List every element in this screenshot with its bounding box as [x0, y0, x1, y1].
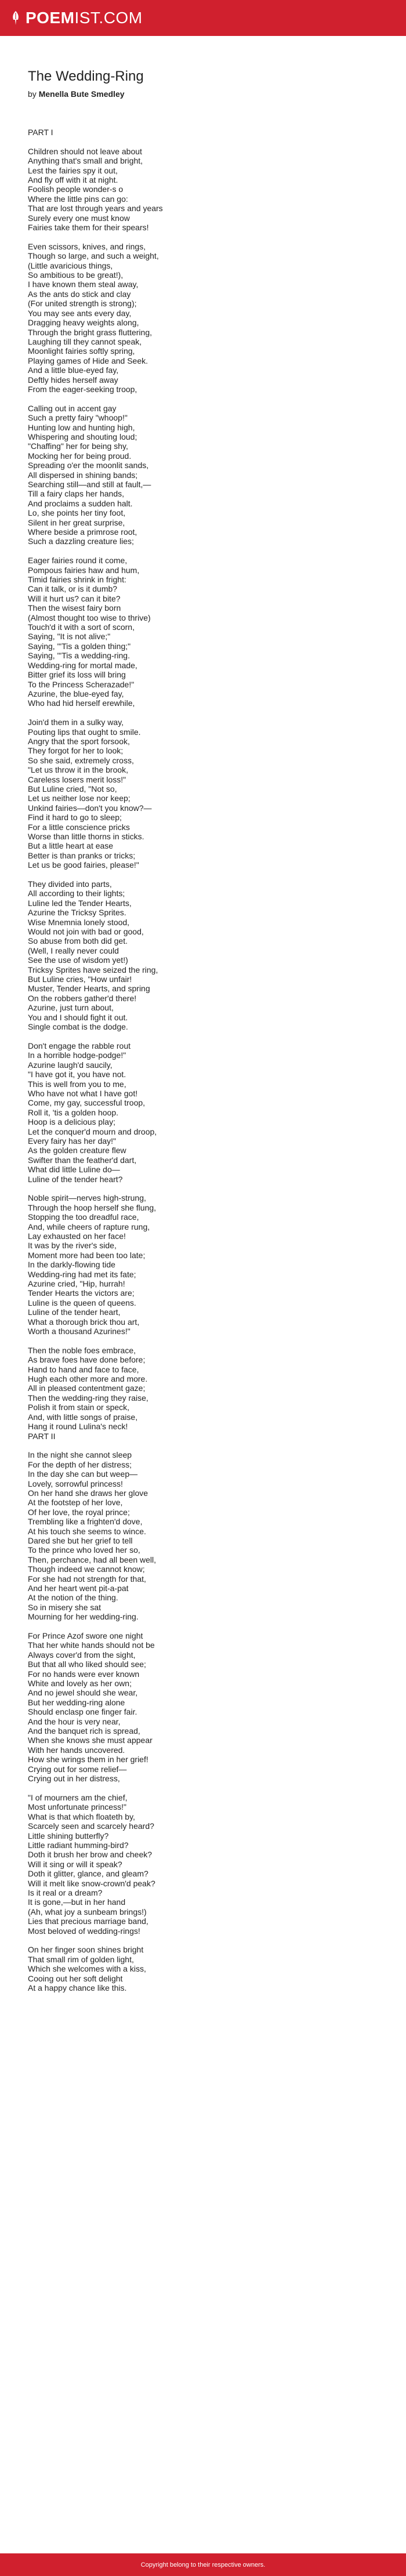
stanza: [28, 1346, 378, 1441]
poem-line: Tricksy Sprites have seized the ring,: [28, 965, 158, 974]
poem-line: (Well, I really never could: [28, 945, 119, 955]
poem-title: The Wedding-Ring: [28, 68, 144, 84]
poem-line: Timid fairies shrink in fright:: [28, 575, 126, 585]
poem-line: Who have not what I have got!: [28, 1088, 138, 1098]
poem-line: With her hands uncovered.: [28, 1745, 125, 1755]
poem-line: But a little heart at ease: [28, 841, 114, 851]
poem-line: Whispering and shouting loud;: [28, 432, 137, 441]
quill-pen-icon: [10, 11, 21, 25]
poem-line: All according to their lights;: [28, 889, 125, 898]
poem-line: (For united strength is strong);: [28, 299, 137, 309]
poem-body: [28, 128, 378, 1992]
brand-bold: POEM: [26, 9, 75, 27]
poem-line: You may see ants every day,: [28, 308, 132, 318]
poem-line: What is that which floateth by,: [28, 1811, 135, 1821]
poem-line: In the night she cannot sleep: [28, 1450, 132, 1460]
poem-line: Such a pretty fairy "whoop!": [28, 413, 128, 423]
poem-line: Angry that the sport forsook,: [28, 736, 130, 746]
poem-line: Luline of the tender heart,: [28, 1307, 121, 1317]
site-logo[interactable]: [10, 9, 143, 27]
poem-line: They forgot for her to look;: [28, 746, 124, 756]
poem-line: Don't engage the rabble rout: [28, 1041, 131, 1050]
poem-line: Through the hoop herself she flung,: [28, 1202, 157, 1212]
poem-line: Will it hurt us? can it bite?: [28, 593, 121, 603]
poem-line: Playing games of Hide and Seek.: [28, 356, 148, 365]
poem-line: Even scissors, knives, and rings,: [28, 241, 146, 251]
poem-line: On her hand she draws her glove: [28, 1488, 148, 1498]
poem-line: Join'd them in a sulky way,: [28, 718, 124, 727]
poem-line: In the darkly-flowing tide: [28, 1260, 115, 1270]
poem-line: Worse than little thorns in sticks.: [28, 831, 144, 841]
poem-line: Crying out for some relief—: [28, 1764, 127, 1774]
poem-line: Most beloved of wedding-rings!: [28, 1926, 140, 1936]
poem-line: Bitter grief its loss will bring: [28, 670, 126, 680]
poem-line: Lay exhausted on her face!: [28, 1231, 126, 1241]
poem-line: And no jewel should she wear,: [28, 1688, 138, 1698]
stanza: [28, 718, 378, 870]
poem-line: Saying, "'Tis a wedding-ring.: [28, 651, 130, 661]
poem-line: Of her love, the royal prince;: [28, 1507, 130, 1517]
poem-line: Saying, "It is not alive;": [28, 632, 111, 642]
poem-line: For the depth of her distress;: [28, 1459, 132, 1469]
poem-line: Would not join with bad or good,: [28, 927, 144, 937]
poem-line: Anything that's small and bright,: [28, 156, 143, 166]
poem-line: Swifter than the feather'd dart,: [28, 1155, 137, 1165]
stanza: [28, 556, 378, 708]
poem-line: Wise Mnemnia lonely stood,: [28, 917, 130, 927]
poem-line: PART I: [28, 128, 53, 137]
poem-line: I have known them steal away,: [28, 280, 139, 289]
poem-line: Touch'd it with a sort of scorn,: [28, 622, 135, 632]
poem-line: At the notion of the thing.: [28, 1593, 118, 1603]
poem-line: And proclaims a sudden halt.: [28, 498, 133, 508]
stanza: [28, 1945, 378, 1992]
poem-line: Azurine cried, "Hip, hurrah!: [28, 1279, 125, 1289]
poem-line: Though so large, and such a weight,: [28, 251, 159, 261]
poem-line: Polish it from stain or speck,: [28, 1403, 130, 1412]
poem-line: And, while cheers of rapture rung,: [28, 1222, 150, 1231]
poem-line: For a little conscience pricks: [28, 822, 130, 832]
poem-line: Better is than pranks or tricks;: [28, 850, 136, 860]
poem-line: For Prince Azof swore one night: [28, 1631, 143, 1641]
poem-line: Children should not leave about: [28, 146, 142, 156]
poem-line: And a little blue-eyed fay,: [28, 365, 119, 375]
stanza: [28, 404, 378, 546]
poem-line: Silent in her great surprise,: [28, 517, 125, 527]
poem-line: Though indeed we cannot know;: [28, 1564, 145, 1574]
poem-line: Mocking her for being proud.: [28, 451, 132, 461]
poem-line: Through the bright grass fluttering,: [28, 327, 153, 337]
poem-line: Azurine the Tricksy Sprites.: [28, 908, 126, 918]
poem-line: Will it sing or will it speak?: [28, 1859, 122, 1869]
poem-line: Always cover'd from the sight,: [28, 1650, 136, 1660]
site-footer: [0, 2553, 406, 2576]
poem-line: From the eager-seeking troop,: [28, 384, 137, 394]
byline: [28, 89, 378, 99]
poem-line: And the banquet rich is spread,: [28, 1726, 140, 1736]
poem-line: So she said, extremely cross,: [28, 755, 134, 765]
poem-line: Till a fairy claps her hands,: [28, 489, 124, 499]
stanza: [28, 1450, 378, 1621]
poem-line: Come, my gay, successful troop,: [28, 1098, 146, 1108]
stanza: [28, 1631, 378, 1784]
poem-line: Hunting low and hunting high,: [28, 422, 135, 432]
poem-line: Crying out in her distress,: [28, 1774, 120, 1784]
poem-line: Which she welcomes with a kiss,: [28, 1964, 146, 1974]
brand-light: IST.COM: [74, 9, 143, 27]
poem-line: Deftly hides herself away: [28, 375, 118, 385]
poem-line: So abuse from both did get.: [28, 936, 128, 946]
poem-line: Mourning for her wedding-ring.: [28, 1612, 139, 1622]
poem-line: Scarcely seen and scarcely heard?: [28, 1821, 154, 1831]
poem-line: Eager fairies round it come,: [28, 556, 128, 566]
poem-line: Then the wisest fairy born: [28, 603, 121, 613]
poem-line: Find it hard to go to sleep;: [28, 813, 122, 823]
poem-line: On her finger soon shines bright: [28, 1945, 144, 1955]
poem-line: For she had not strength for that,: [28, 1574, 146, 1584]
poem-line: So ambitious to be great!),: [28, 270, 124, 280]
stanza: [28, 1193, 378, 1336]
poem-line: That her white hands should not be: [28, 1640, 155, 1650]
poem-line: In the day she can but weep—: [28, 1469, 138, 1479]
stanza: [28, 242, 378, 394]
poem-line: Unkind fairies—don't you know?—: [28, 803, 152, 813]
site-header: [0, 0, 406, 36]
poem-line: Azurine laugh'd saucily,: [28, 1060, 113, 1070]
poem-line: Where the little pins can go:: [28, 194, 128, 204]
poem-line: Spreading o'er the moonlit sands,: [28, 461, 149, 470]
poem-line: Hugh each other more and more.: [28, 1374, 148, 1384]
poem-line: Lo, she points her tiny foot,: [28, 508, 126, 518]
poem-line: On the robbers gather'd there!: [28, 993, 137, 1003]
poem-line: Muster, Tender Hearts, and spring: [28, 984, 150, 994]
poem-line: Who had hid herself erewhile,: [28, 698, 135, 708]
poem-line: Calling out in accent gay: [28, 403, 117, 413]
poem-line: Every fairy has her day!": [28, 1136, 117, 1146]
poem-line: It is gone,—but in her hand: [28, 1897, 126, 1907]
stanza: [28, 147, 378, 233]
poem-line: Such a dazzling creature lies;: [28, 537, 134, 546]
poem-line: Laughing till they cannot speak,: [28, 336, 142, 346]
poem-line: Single combat is the dodge.: [28, 1022, 128, 1032]
poem-line: How she wrings them in her grief!: [28, 1755, 148, 1765]
poem-line: Pouting lips that ought to smile.: [28, 727, 141, 737]
poem-line: (Ah, what joy a sunbeam brings!): [28, 1907, 147, 1916]
poem-line: Foolish people wonder-s o: [28, 184, 124, 194]
poem-line: Cooing out her soft delight: [28, 1973, 123, 1983]
poem-line: Then the noble foes embrace,: [28, 1345, 136, 1355]
poem-line: Luline is the queen of queens.: [28, 1298, 136, 1307]
poem-line: PART II: [28, 1431, 56, 1441]
poem-line: Can it talk, or is it dumb?: [28, 584, 118, 594]
poem-line: Let the conquer'd mourn and droop,: [28, 1126, 157, 1136]
poem-line: All dispersed in shining bands;: [28, 470, 138, 480]
poem-line: Little radiant humming-bird?: [28, 1840, 129, 1850]
poem-line: Worth a thousand Azurines!": [28, 1327, 130, 1336]
poem-line: At the footstep of her love,: [28, 1498, 123, 1508]
poem-line: What did little Luline do—: [28, 1165, 120, 1175]
poem-line: Careless losers merit loss!": [28, 774, 126, 784]
poem-line: To the Princess Scherazade!": [28, 679, 135, 689]
poem-line: Wedding-ring had met its fate;: [28, 1269, 136, 1279]
poem-line: "Chaffing" her for being shy,: [28, 441, 128, 451]
poem-line: (Almost thought too wise to thrive): [28, 613, 151, 622]
poem-line: That are lost through years and years: [28, 204, 163, 213]
poem-line: Luline of the tender heart?: [28, 1174, 123, 1184]
stanza: [28, 128, 378, 137]
poem-line: Will it melt like snow-crown'd peak?: [28, 1878, 155, 1888]
poem-line: Doth it glitter, glance, and gleam?: [28, 1869, 148, 1879]
poem-page: [0, 36, 406, 1992]
poem-line: Noble spirit—nerves high-strung,: [28, 1193, 146, 1203]
poem-line: Lest the fairies spy it out,: [28, 165, 118, 175]
poem-line: You and I should fight it out.: [28, 1012, 128, 1022]
poem-line: Roll it, 'tis a golden hoop.: [28, 1107, 118, 1117]
poem-line: Pompous fairies haw and hum,: [28, 565, 140, 575]
poem-line: Little shining butterfly?: [28, 1831, 109, 1840]
poem-line: But Luline cries, "How unfair!: [28, 974, 132, 984]
stanza: [28, 1041, 378, 1184]
stanza: [28, 879, 378, 1032]
stanza: [28, 1793, 378, 1936]
poem-line: They divided into parts,: [28, 879, 112, 889]
copyright-notice: Copyright belong to their respective owners.: [140, 2561, 266, 2568]
poem-line: Dared she but her grief to tell: [28, 1535, 133, 1545]
poem-line: So in misery she sat: [28, 1602, 102, 1612]
poem-line: Lovely, sorrowful princess!: [28, 1479, 123, 1488]
poem-line: Is it real or a dream?: [28, 1887, 103, 1897]
poem-line: Hoop is a delicious play;: [28, 1117, 115, 1127]
poem-line: Fairies take them for their spears!: [28, 223, 149, 233]
poem-line: But Luline cried, "Not so,: [28, 784, 117, 794]
poem-line: "I of mourners am the chief,: [28, 1792, 128, 1802]
poem-line: Lies that precious marriage band,: [28, 1916, 148, 1926]
poem-line: But that all who liked should see;: [28, 1660, 146, 1669]
poem-line: It was by the river's side,: [28, 1241, 117, 1251]
site-name: [26, 9, 143, 27]
poem-line: At a happy chance like this.: [28, 1983, 127, 1993]
poem-line: Searching still—and still at fault,—: [28, 479, 151, 489]
poem-line: Where beside a primrose root,: [28, 527, 137, 537]
poem-line: Let us be good fairies, please!": [28, 860, 139, 870]
poem-line: And, with little songs of praise,: [28, 1412, 138, 1422]
poem-line: And her heart went pit-a-pat: [28, 1584, 129, 1593]
poem-line: As the golden creature flew: [28, 1146, 126, 1155]
poem-line: But her wedding-ring alone: [28, 1697, 125, 1707]
poem-line: As the ants do stick and clay: [28, 289, 131, 299]
poem-line: See the use of wisdom yet!): [28, 955, 128, 965]
byline-prefix: by: [28, 89, 37, 99]
poem-line: Trembling like a frighten'd dove,: [28, 1517, 143, 1527]
poem-line: As brave foes have done before;: [28, 1355, 146, 1365]
poem-line: And the hour is very near,: [28, 1716, 121, 1726]
poem-line: Stopping the too dreadful race,: [28, 1212, 139, 1222]
poem-line: Azurine, just turn about,: [28, 1003, 114, 1013]
poem-line: Doth it brush her brow and cheek?: [28, 1850, 153, 1860]
poem-line: (Little avaricious things,: [28, 260, 113, 270]
poem-line: For no hands were ever known: [28, 1669, 140, 1679]
poem-line: Most unfortunate princess!": [28, 1802, 126, 1812]
poem-line: Luline led the Tender Hearts,: [28, 898, 132, 908]
poem-line: Hand to hand and face to face,: [28, 1364, 139, 1374]
poem-line: What a thorough brick thou art,: [28, 1317, 140, 1327]
poem-line: This is well from you to me,: [28, 1079, 126, 1089]
poem-line: To the prince who loved her so,: [28, 1545, 140, 1555]
poem-line: "Let us throw it in the brook,: [28, 765, 129, 775]
poem-line: Should enclasp one finger fair.: [28, 1707, 137, 1717]
poem-line: Wedding-ring for mortal made,: [28, 660, 137, 670]
poem-line: That small rim of golden light,: [28, 1954, 134, 1964]
poem-line: Let us neither lose nor keep;: [28, 794, 130, 803]
author-name[interactable]: Menella Bute Smedley: [38, 89, 125, 99]
poem-line: Hang it round Lulina's neck!: [28, 1422, 128, 1432]
poem-line: At his touch she seems to wince.: [28, 1526, 146, 1536]
poem-line: "I have got it, you have not.: [28, 1070, 126, 1079]
poem-line: Dragging heavy weights along,: [28, 318, 139, 328]
poem-line: Tender Hearts the victors are;: [28, 1288, 135, 1298]
poem-line: Then, perchance, had all been well,: [28, 1555, 157, 1564]
poem-line: Azurine, the blue-eyed fay,: [28, 689, 124, 698]
poem-line: Surely every one must know: [28, 213, 130, 223]
poem-line: Moment more had been too late;: [28, 1250, 146, 1260]
poem-line: All in pleased contentment gaze;: [28, 1383, 146, 1393]
poem-line: Moonlight fairies softly spring,: [28, 346, 135, 356]
poem-line: In a horrible hodge-podge!": [28, 1050, 126, 1060]
poem-line: And fly off with it at night.: [28, 175, 118, 185]
poem-line: Then the wedding-ring they raise,: [28, 1393, 148, 1403]
poem-line: When she knows she must appear: [28, 1736, 153, 1745]
poem-line: White and lovely as her own;: [28, 1679, 132, 1689]
poem-line: Saying, "'Tis a golden thing;": [28, 641, 131, 651]
